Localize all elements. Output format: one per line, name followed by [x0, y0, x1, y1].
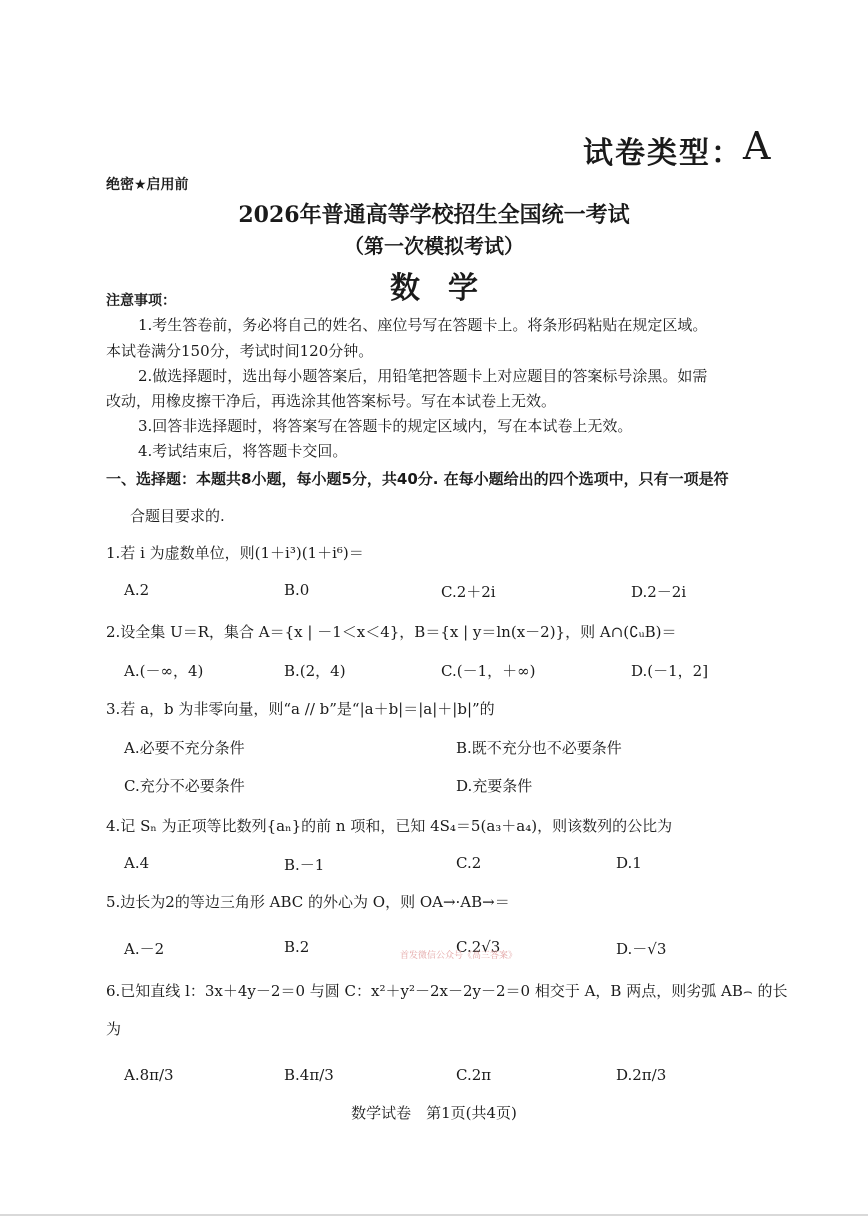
- secret-label: 绝密★启用前: [106, 177, 189, 193]
- option-a: A.－2: [124, 940, 165, 958]
- option-d: D.1: [616, 854, 642, 872]
- option-c: C.2π: [456, 1066, 492, 1084]
- exam-title: 2026年普通高等学校招生全国统一考试: [238, 202, 630, 228]
- notice-item: 改动，用橡皮擦干净后，再选涂其他答案标号。写在本试卷上无效。: [106, 392, 557, 410]
- question-stem: 3.若 a，b 为非零向量，则“a // b”是“|a＋b|＝|a|＋|b|”的: [106, 700, 495, 718]
- notice-item: 2.做选择题时，选出每小题答案后，用铅笔把答题卡上对应题目的答案标号涂黑。如需: [138, 367, 708, 385]
- option-c: C.2＋2i: [441, 583, 496, 601]
- option-b: B.－1: [284, 856, 325, 874]
- option-c: C.2√3: [456, 938, 501, 956]
- option-a: A.8π/3: [124, 1066, 174, 1084]
- watermark: 首发微信公众号《高三答案》: [400, 951, 518, 961]
- notice-item: 3.回答非选择题时，将答案写在答题卡的规定区域内，写在本试卷上无效。: [138, 417, 633, 435]
- paper-type-letter: A: [743, 124, 773, 168]
- question-stem: 1.若 i 为虚数单位，则(1＋i³)(1＋i⁶)＝: [106, 544, 364, 562]
- option-a: A.2: [124, 581, 150, 599]
- option-a: A.必要不充分条件: [124, 739, 245, 757]
- option-d: D.2π/3: [616, 1066, 667, 1084]
- section-heading: 一、选择题：本题共8小题，每小题5分，共40分. 在每小题给出的四个选项中，只有一项是符: [106, 470, 729, 488]
- page-footer: 数学试卷 第1页(共4页): [351, 1104, 517, 1122]
- question-stem-cont: 为: [106, 1020, 122, 1038]
- exam-subtitle: （第一次模拟考试）: [344, 234, 524, 258]
- question-stem: 5.边长为2的等边三角形 ABC 的外心为 O，则 OA→·AB→＝: [106, 893, 510, 911]
- notice-item: 4.考试结束后，将答题卡交回。: [138, 442, 348, 460]
- option-d: D.(－1，2]: [631, 662, 709, 680]
- option-b: B.(2，4): [284, 662, 346, 680]
- notice-item: 1.考生答卷前，务必将自己的姓名、座位号写在答题卡上。将条形码粘贴在规定区域。: [138, 316, 708, 334]
- option-a: A.(－∞，4): [124, 662, 204, 680]
- paper-type: [583, 124, 773, 172]
- option-c: C.充分不必要条件: [124, 777, 245, 795]
- option-c: C.2: [456, 854, 482, 872]
- paper-type-label: 试卷类型：: [583, 136, 743, 171]
- notice-heading: 注意事项：: [106, 293, 176, 309]
- option-d: D.2－2i: [631, 583, 687, 601]
- option-b: B.2: [284, 938, 310, 956]
- option-d: D.－√3: [616, 940, 667, 958]
- question-stem: 4.记 Sₙ 为正项等比数列{aₙ}的前 n 项和，已知 4S₄＝5(a₃＋a₄)，则该数列的公比为: [106, 817, 673, 835]
- option-a: A.4: [124, 854, 150, 872]
- option-b: B.4π/3: [284, 1066, 334, 1084]
- section-heading-cont: 合题目要求的.: [130, 507, 225, 525]
- question-stem: 2.设全集 U＝R，集合 A＝{x | －1＜x＜4}，B＝{x | y＝ln(x－2)}，则 A∩(∁ᵤB)＝: [106, 623, 677, 641]
- subject-title: 数学: [390, 271, 506, 306]
- option-c: C.(－1，＋∞): [441, 662, 536, 680]
- question-stem: 6.已知直线 l：3x＋4y－2＝0 与圆 C：x²＋y²－2x－2y－2＝0 相交于 A，B 两点，则劣弧 AB⌢ 的长: [106, 982, 788, 1000]
- option-b: B.0: [284, 581, 310, 599]
- option-b: B.既不充分也不必要条件: [456, 739, 622, 757]
- option-d: D.充要条件: [456, 777, 533, 795]
- scan-edge-line: [0, 1214, 868, 1216]
- notice-item: 本试卷满分150分，考试时间120分钟。: [106, 342, 374, 360]
